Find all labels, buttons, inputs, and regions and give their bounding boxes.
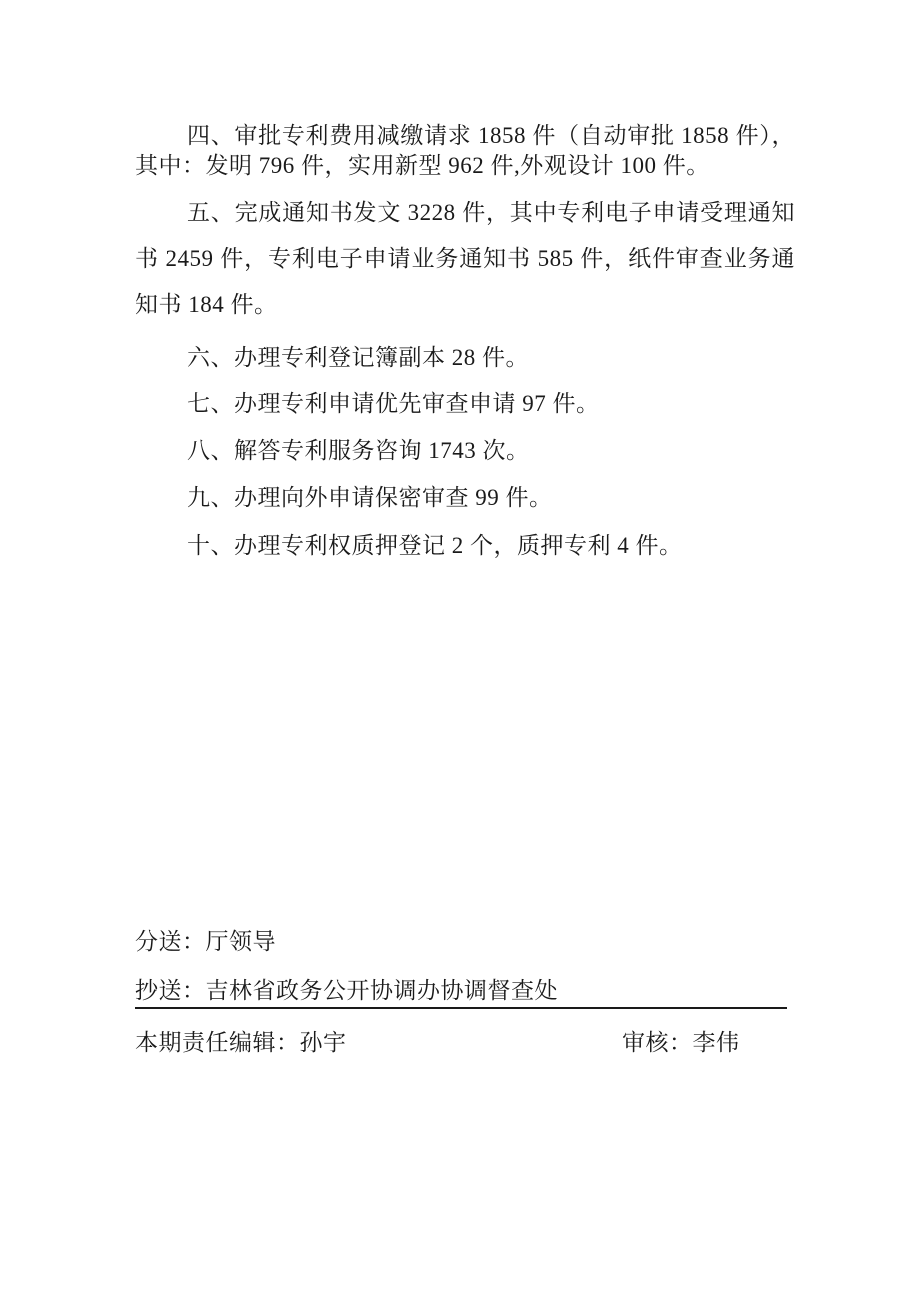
paragraph-item-6-line: 六、办理专利登记簿副本 28 件。: [187, 345, 529, 370]
paragraph-item-4-line-1: 四、审批专利费用减缴请求 1858 件（自动审批 1858 件），: [187, 123, 795, 148]
paragraph-item-9: [135, 475, 795, 521]
paragraph-item-8-line: 八、解答专利服务咨询 1743 次。: [187, 438, 530, 463]
paragraph-item-4-line-2: 其中：发明 796 件，实用新型 962 件,外观设计 100 件。: [135, 153, 710, 178]
footer-credits-row: [135, 1020, 795, 1066]
paragraph-item-6: [135, 335, 795, 381]
paragraph-item-5-line-2: 书 2459 件，专利电子申请业务通知书 585 件，纸件审查业务通: [135, 246, 795, 271]
paragraph-item-8: [135, 428, 795, 474]
editor-text: 本期责任编辑：孙宇: [135, 1030, 347, 1055]
reviewer-text: 审核：李伟: [622, 1030, 740, 1055]
copy-to-text: 抄送：吉林省政务公开协调办协调督查处: [135, 978, 558, 1003]
paragraph-item-10-line: 十、办理专利权质押登记 2 个，质押专利 4 件。: [187, 533, 683, 558]
paragraph-item-7-line: 七、办理专利申请优先审查申请 97 件。: [187, 391, 600, 416]
footer-divider-rule: [135, 1007, 787, 1009]
distribution-text: 分送：厅领导: [135, 929, 276, 954]
paragraph-item-5: [135, 190, 795, 328]
paragraph-item-7: [135, 381, 795, 427]
paragraph-item-5-line-1: 五、完成通知书发文 3228 件，其中专利电子申请受理通知: [187, 200, 795, 225]
paragraph-item-9-line: 九、办理向外申请保密审查 99 件。: [187, 485, 553, 510]
distribution-line: [135, 919, 795, 965]
paragraph-item-10: [135, 523, 795, 569]
paragraph-item-5-line-3: 知书 184 件。: [135, 292, 278, 317]
paragraph-item-4: [135, 121, 795, 181]
